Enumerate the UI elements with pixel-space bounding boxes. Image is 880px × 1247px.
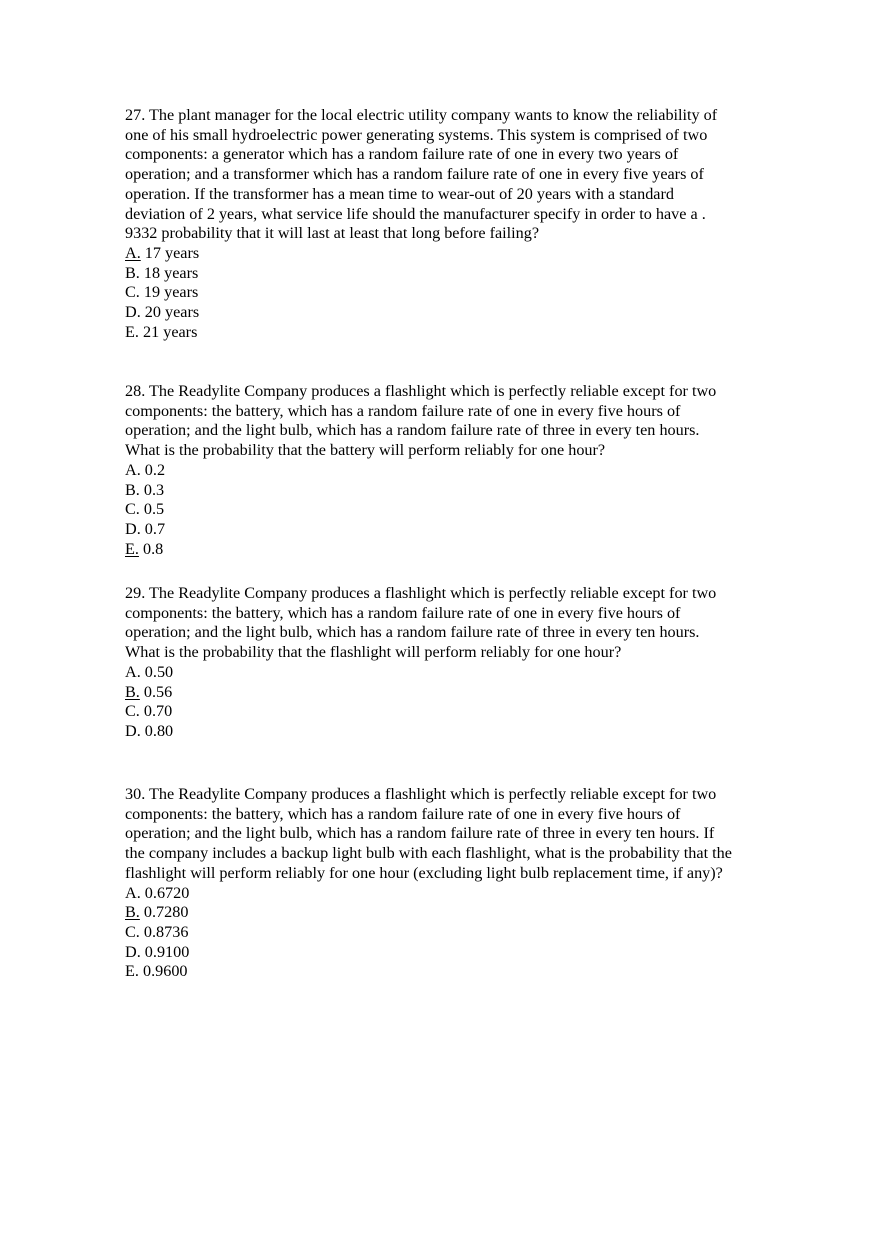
option-text: 0.2	[140, 460, 166, 479]
option-letter: A.	[125, 662, 141, 681]
answer-options	[125, 461, 785, 560]
question-text: 28. The Readylite Company produces a flashlight which is perfectly reliable except for two components: the battery, which has a random failure rate of one in every five hours of operation; and the light bulb, which has a random failure rate of three in every ten hours. What is the probability that the battery will perform reliably for one hour?	[125, 382, 717, 460]
option-letter: D.	[125, 721, 141, 740]
answer-option-a	[125, 884, 785, 904]
answer-option-c	[125, 923, 785, 943]
option-text: 0.8736	[139, 922, 189, 941]
answer-option-e	[125, 962, 785, 982]
option-letter: B.	[125, 480, 140, 499]
question-text: 27. The plant manager for the local electric utility company wants to know the reliability of one of his small hydroelectric power generating systems. This system is comprised of two components: a generator which has a random failure rate of one in every two years of operation; and a transformer which has a random failure rate of one in every five years of operation. If the transformer has a mean time to wear-out of 20 years with a standard deviation of 2 years, what service life should the manufacturer specify in order to have a . 9332 probability that it will last at least that long before failing?	[125, 106, 718, 243]
question-text: 29. The Readylite Company produces a flashlight which is perfectly reliable except for two components: the battery, which has a random failure rate of one in every five hours of operation; and the light bulb, which has a random failure rate of three in every ten hours. What is the probability that the flashlight will perform reliably for one hour?	[125, 584, 717, 662]
option-letter: E.	[125, 962, 139, 981]
answer-option-c	[125, 500, 785, 520]
answer-option-d	[125, 520, 785, 540]
question-27	[125, 106, 785, 342]
option-text: 0.56	[139, 682, 173, 701]
answer-option-e	[125, 323, 785, 343]
option-text: 0.80	[140, 721, 174, 740]
option-letter: D.	[125, 303, 141, 322]
option-text: 0.70	[139, 702, 173, 721]
answer-option-b	[125, 264, 785, 284]
answer-option-d	[125, 943, 785, 963]
question-text: 30. The Readylite Company produces a flashlight which is perfectly reliable except for two components: the battery, which has a random failure rate of one in every five hours of operation; and the light bulb, which has a random failure rate of three in every ten hours. If the company includes a backup light bulb with each flashlight, what is the probability that the flashlight will perform reliably for one hour (excluding light bulb replacement time, if any)?	[125, 785, 732, 882]
option-text: 0.7280	[139, 903, 189, 922]
option-letter: B.	[125, 263, 140, 282]
answer-options	[125, 663, 785, 742]
option-text: 0.3	[139, 480, 165, 499]
question-28	[125, 382, 785, 559]
question-29	[125, 584, 785, 742]
answer-option-c	[125, 283, 785, 303]
option-letter: C.	[125, 283, 140, 302]
option-text: 18 years	[139, 263, 199, 282]
option-letter: B.	[125, 903, 140, 922]
option-letter: D.	[125, 519, 141, 538]
option-text: 20 years	[140, 303, 200, 322]
question-30	[125, 785, 785, 982]
option-text: 17 years	[140, 243, 200, 262]
option-text: 0.9600	[138, 962, 188, 981]
option-text: 21 years	[138, 322, 198, 341]
option-text: 0.50	[140, 662, 174, 681]
answer-option-a	[125, 244, 785, 264]
answer-options	[125, 884, 785, 983]
option-letter: A.	[125, 460, 141, 479]
option-text: 0.9100	[140, 942, 190, 961]
option-letter: A.	[125, 243, 141, 262]
answer-option-e	[125, 540, 785, 560]
answer-options	[125, 244, 785, 343]
option-letter: C.	[125, 702, 140, 721]
answer-option-c	[125, 702, 785, 722]
option-text: 0.7	[140, 519, 166, 538]
option-text: 0.6720	[140, 883, 190, 902]
option-letter: A.	[125, 883, 141, 902]
option-letter: D.	[125, 942, 141, 961]
option-letter: B.	[125, 682, 140, 701]
option-letter: C.	[125, 922, 140, 941]
option-text: 0.8	[138, 539, 164, 558]
option-text: 19 years	[139, 283, 199, 302]
option-letter: C.	[125, 500, 140, 519]
answer-option-a	[125, 461, 785, 481]
answer-option-b	[125, 683, 785, 703]
answer-option-d	[125, 303, 785, 323]
answer-option-b	[125, 481, 785, 501]
answer-option-b	[125, 903, 785, 923]
answer-option-a	[125, 663, 785, 683]
answer-option-d	[125, 722, 785, 742]
option-text: 0.5	[139, 500, 165, 519]
option-letter: E.	[125, 322, 139, 341]
option-letter: E.	[125, 539, 139, 558]
